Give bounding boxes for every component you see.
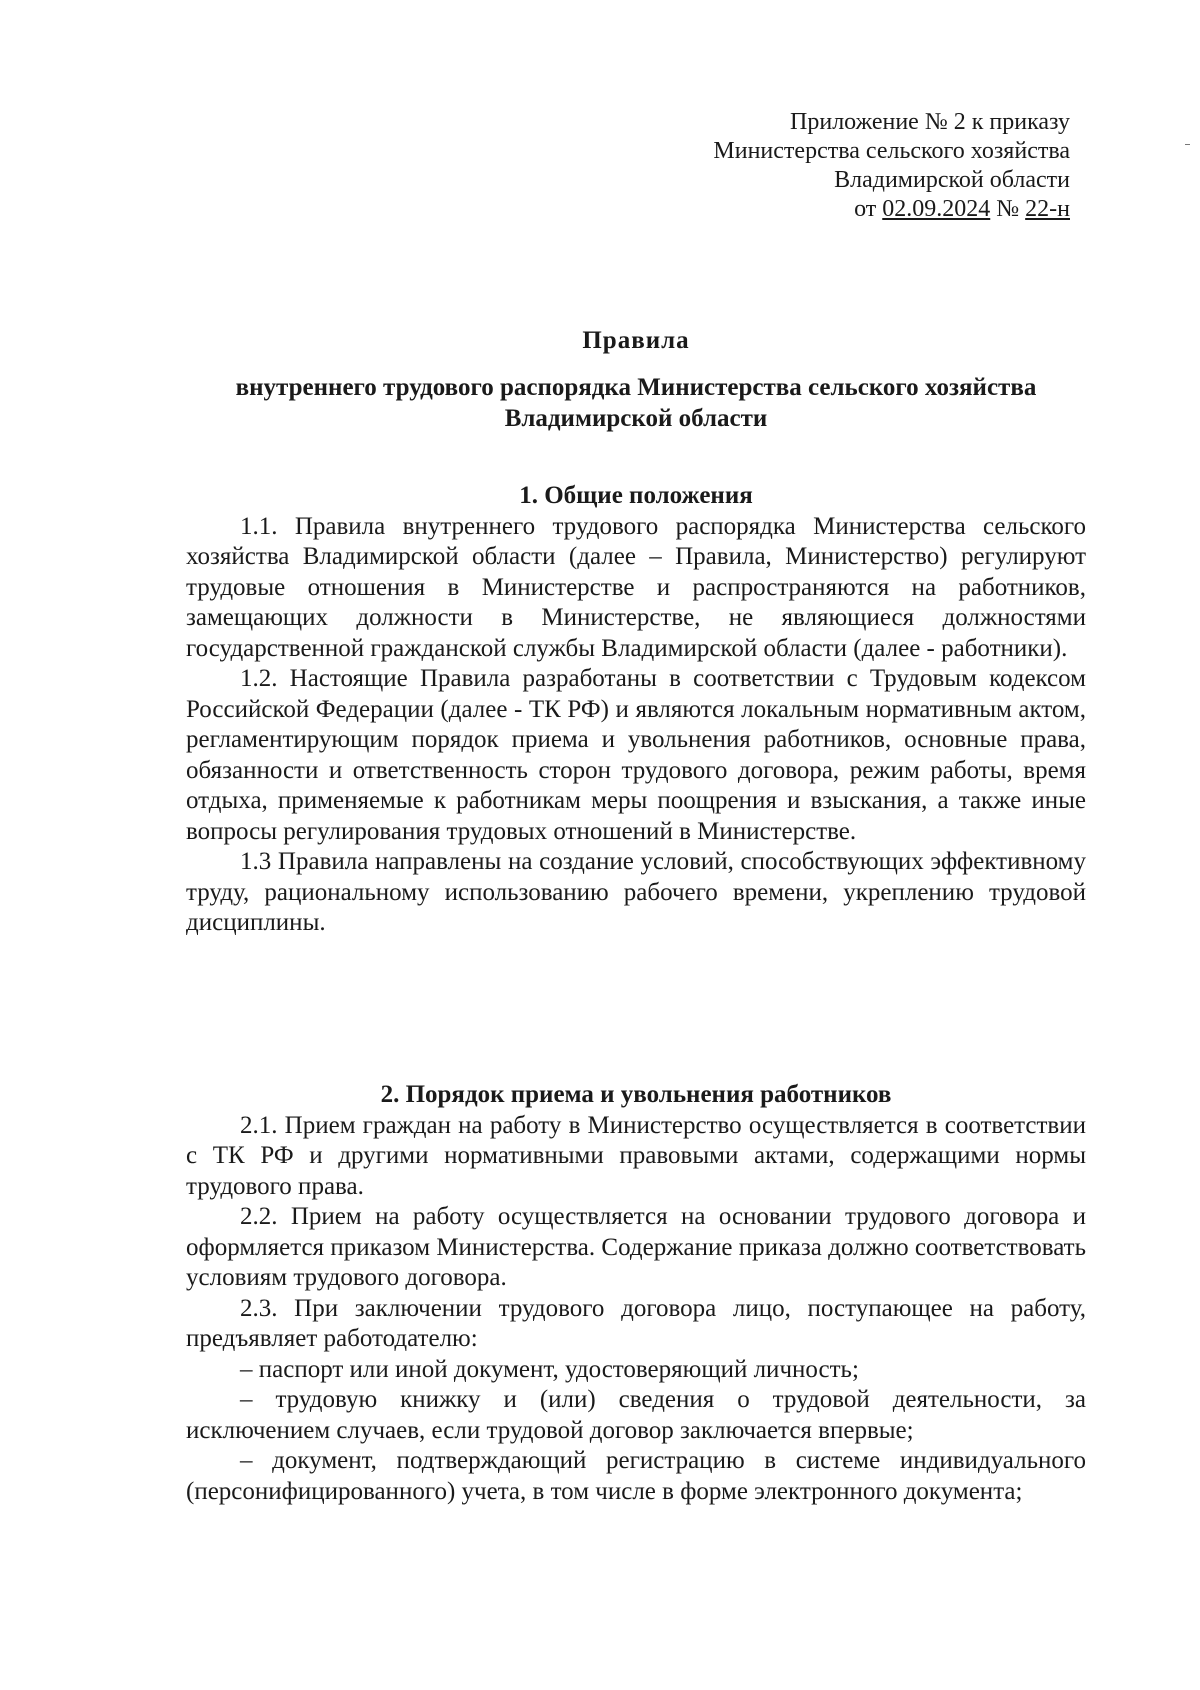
annex-line-2: Министерства сельского хозяйства [713,138,1070,164]
annex-date: 02.09.2024 [882,196,991,222]
section-1 [186,481,1086,939]
scan-edge-mark [1185,144,1190,145]
paragraph-1-1: 1.1. Правила внутреннего трудового распорядка Министерства сельского хозяйства Владимирской области (далее – Правила, Министерство) регулируют трудовые отношения в Министерстве и распространяются на работников, замещающих должности в Министерстве, не являющиеся должностями государственной гражданской службы Владимирской области (далее - работники). [186,512,1086,662]
annex-number-prefix: № [990,196,1026,222]
list-item-registration: – документ, подтверждающий регистрацию в системе индивидуального (персонифицированного) учета, в том числе в форме электронного документа; [186,1447,1086,1505]
section-2-heading: 2. Порядок приема и увольнения работников [380,1081,892,1108]
list-item-passport: – паспорт или иной документ, удостоверяющий личность; [240,1355,859,1383]
annex-date-prefix: от [854,196,883,222]
paragraph-1-3: 1.3 Правила направлены на создание условий, способствующих эффективному труду, рациональному использованию рабочего времени, укреплению трудовой дисциплины. [186,848,1086,936]
annex-number: 22-н [1025,196,1070,222]
paragraph-2-1: 2.1. Прием граждан на работу в Министерство осуществляется в соответствии с ТК РФ и другими нормативными правовыми актами, содержащими нормы трудового права. [186,1111,1086,1200]
section-2 [186,1080,1086,1507]
section-1-heading: 1. Общие положения [519,482,753,509]
annex-line-1: Приложение № 2 к приказу [790,109,1070,135]
annex-line-3: Владимирской области [834,167,1070,193]
paragraph-1-2: 1.2. Настоящие Правила разработаны в соответствии с Трудовым кодексом Российской Федерации (далее - ТК РФ) и являются локальным нормативным актом, регламентирующим порядок приема и увольнения работников, основные права, обязанности и ответственность сторон трудового договора, режим работы, время отдыха, применяемые к работникам меры поощрения и взыскания, а также иные вопросы регулирования трудовых отношений в Министерстве. [186,665,1086,845]
annex-date-line [713,195,1070,224]
annex-header [713,108,1070,224]
document-subtitle: внутреннего трудового распорядка Министерства сельского хозяйства Владимирской области [235,374,1037,432]
paragraph-2-3: 2.3. При заключении трудового договора лицо, поступающее на работу, предъявляет работодателю: [186,1294,1086,1352]
document-title-block [186,326,1086,434]
paragraph-2-2: 2.2. Прием на работу осуществляется на основании трудового договора и оформляется приказом Министерства. Содержание приказа должно соответствовать условиям трудового договора. [186,1203,1086,1291]
document-title: Правила [582,327,690,354]
list-item-work-record: – трудовую книжку и (или) сведения о трудовой деятельности, за исключением случаев, если трудовой договор заключается впервые; [186,1386,1086,1444]
